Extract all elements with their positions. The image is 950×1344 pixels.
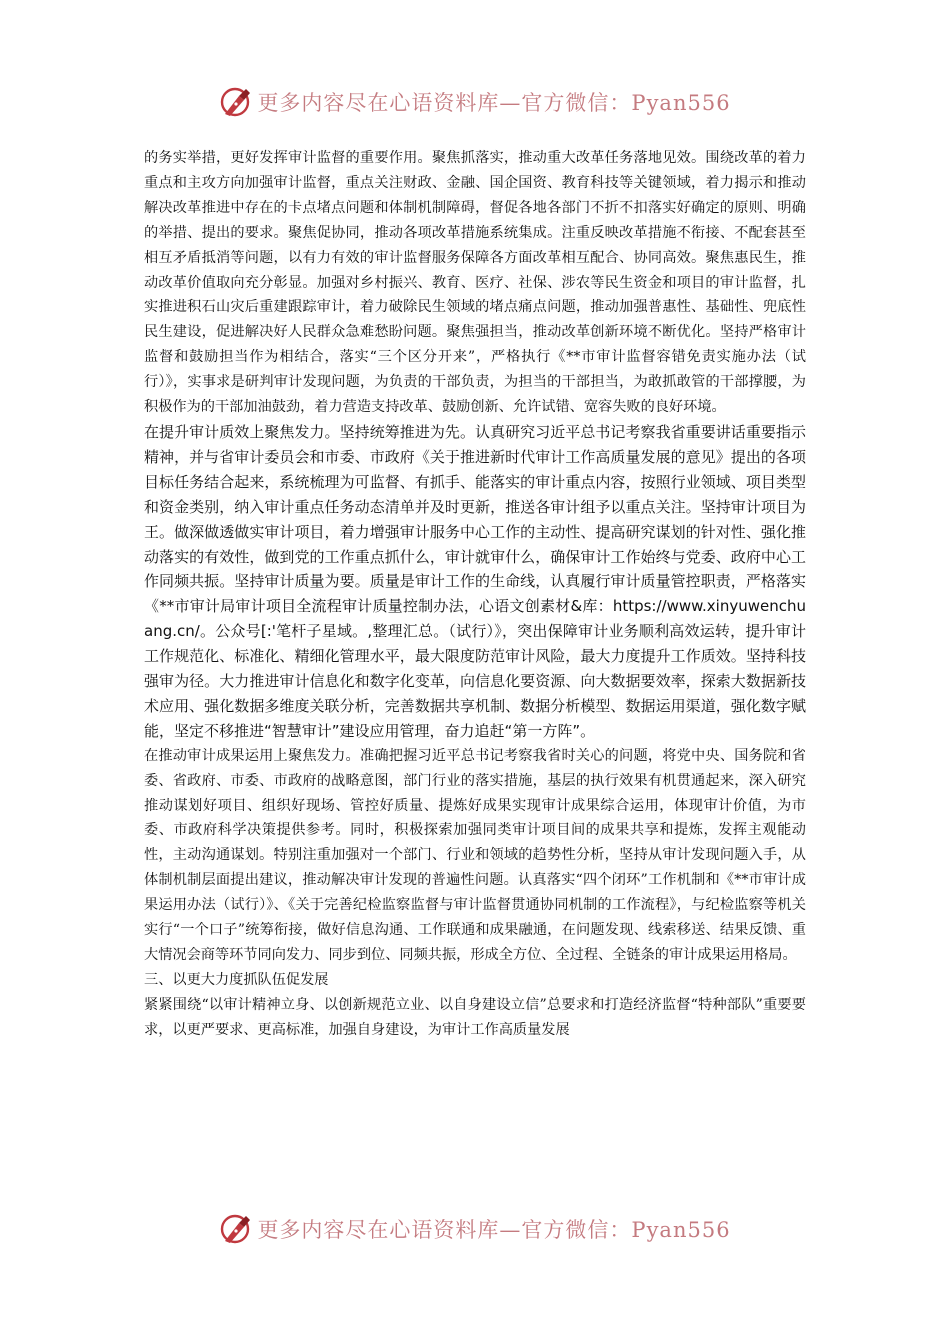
header-banner	[0, 82, 950, 122]
banner-text: 更多内容尽在心语资料库—官方微信：Pyan556	[257, 91, 731, 115]
paragraph-audit-results: 在推动审计成果运用上聚焦发力。准确把握习近平总书记考察我省时关心的问题，将党中央、国务院和省委、省政府、市委、市政府的战略意图，部门行业的落实措施，基层的执行效果有机贯通起来，深入研究推动谋划好项目、组织好现场、管控好质量、提炼好成果实现审计成果综合运用，体现审计价值，为市委、市政府科学决策提供参考。同时，积极探索加强同类审计项目间的成果共享和提炼，发挥主观能动性，主动沟通谋划。特别注重加强对一个部门、行业和领域的趋势性分析，坚持从审计发现问题入手，从体制机制层面提出建议，推动解决审计发现的普遍性问题。认真落实“四个闭环”工作机制和《**市审计成果运用办法（试行）》、《关于完善纪检监察监督与审计监督贯通协同机制的工作流程》，与纪检监察等机关实行“一个口子”统筹衔接，做好信息沟通、工作联通和成果融通，在问题发现、线索移送、结果反馈、重大情况会商等环节同向发力、同步到位、同频共振，形成全方位、全过程、全链条的审计成果运用格局。	[144, 747, 806, 963]
pen-nib-logo-icon	[219, 1212, 253, 1246]
footer-banner	[0, 1209, 950, 1249]
paragraph-team-building: 紧紧围绕“以审计精神立身、以创新规范立业、以自身建设立信”总要求和打造经济监督“特种部队”重要要求，以更严要求、更高标准，加强自身建设，为审计工作高质量发展	[144, 996, 806, 1038]
section-heading-team: 三、以更大力度抓队伍促发展	[144, 971, 329, 988]
banner-text: 更多内容尽在心语资料库—官方微信：Pyan556	[257, 1218, 731, 1242]
pen-nib-logo-icon	[219, 85, 253, 119]
document-body	[144, 146, 806, 1043]
paragraph-reform-audit: 的务实举措，更好发挥审计监督的重要作用。聚焦抓落实，推动重大改革任务落地见效。围绕改革的着力重点和主攻方向加强审计监督，重点关注财政、金融、国企国资、教育科技等关键领域，着力揭示和推动解决改革推进中存在的卡点堵点问题和体制机制障碍，督促各地各部门不折不扣落实好确定的原则、明确的举措、提出的要求。聚焦促协同，推动各项改革措施系统集成。注重反映改革措施不衔接、不配套甚至相互矛盾抵消等问题，以有力有效的审计监督服务保障各方面改革相互配合、协同高效。聚焦惠民生，推动改革价值取向充分彰显。加强对乡村振兴、教育、医疗、社保、涉农等民生资金和项目的审计监督，扎实推进积石山灾后重建跟踪审计，着力破除民生领域的堵点痛点问题，推动加强普惠性、基础性、兜底性民生建设，促进解决好人民群众急难愁盼问题。聚焦强担当，推动改革创新环境不断优化。坚持严格审计监督和鼓励担当作为相结合，落实“三个区分开来”，严格执行《**市审计监督容错免责实施办法（试行）》，实事求是研判审计发现问题，为负责的干部负责，为担当的干部担当，为敢抓敢管的干部撑腰，为积极作为的干部加油鼓劲，着力营造支持改革、鼓励创新、允许试错、宽容失败的良好环境。	[144, 150, 806, 416]
paragraph-audit-quality: 在提升审计质效上聚焦发力。坚持统筹推进为先。认真研究习近平总书记考察我省重要讲话重要指示精神，并与省审计委员会和市委、市政府《关于推进新时代审计工作高质量发展的意见》提出的各项目标任务结合起来，系统梳理为可监督、有抓手、能落实的审计重点内容，按照行业领域、项目类型和资金类别，纳入审计重点任务动态清单并及时更新，推送各审计组予以重点关注。坚持审计项目为王。做深做透做实审计项目，着力增强审计服务中心工作的主动性、提高研究谋划的针对性、强化推动落实的有效性，做到党的工作重点抓什么，审计就审什么，确保审计工作始终与党委、政府中心工作同频共振。坚持审计质量为要。质量是审计工作的生命线，认真履行审计质量管控职责，严格落实《**市审计局审计项目全流程审计质量控制办法，心语文创素材&库：https://www.xinyuwenchuang.cn/。公众号[:'笔杆子星域。,整理汇总。（试行）》，突出保障审计业务顺利高效运转，提升审计工作规范化、标准化、精细化管理水平，最大限度防范审计风险，最大力度提升工作质效。坚持科技强审为径。大力推进审计信息化和数字化变革，向信息化要资源、向大数据要效率，探索大数据新技术应用、强化数据多维度关联分析，完善数据共享机制、数据分析模型、数据运用渠道，强化数字赋能，坚定不移推进“智慧审计”建设应用管理，奋力追赶“第一方阵”。	[144, 422, 806, 740]
